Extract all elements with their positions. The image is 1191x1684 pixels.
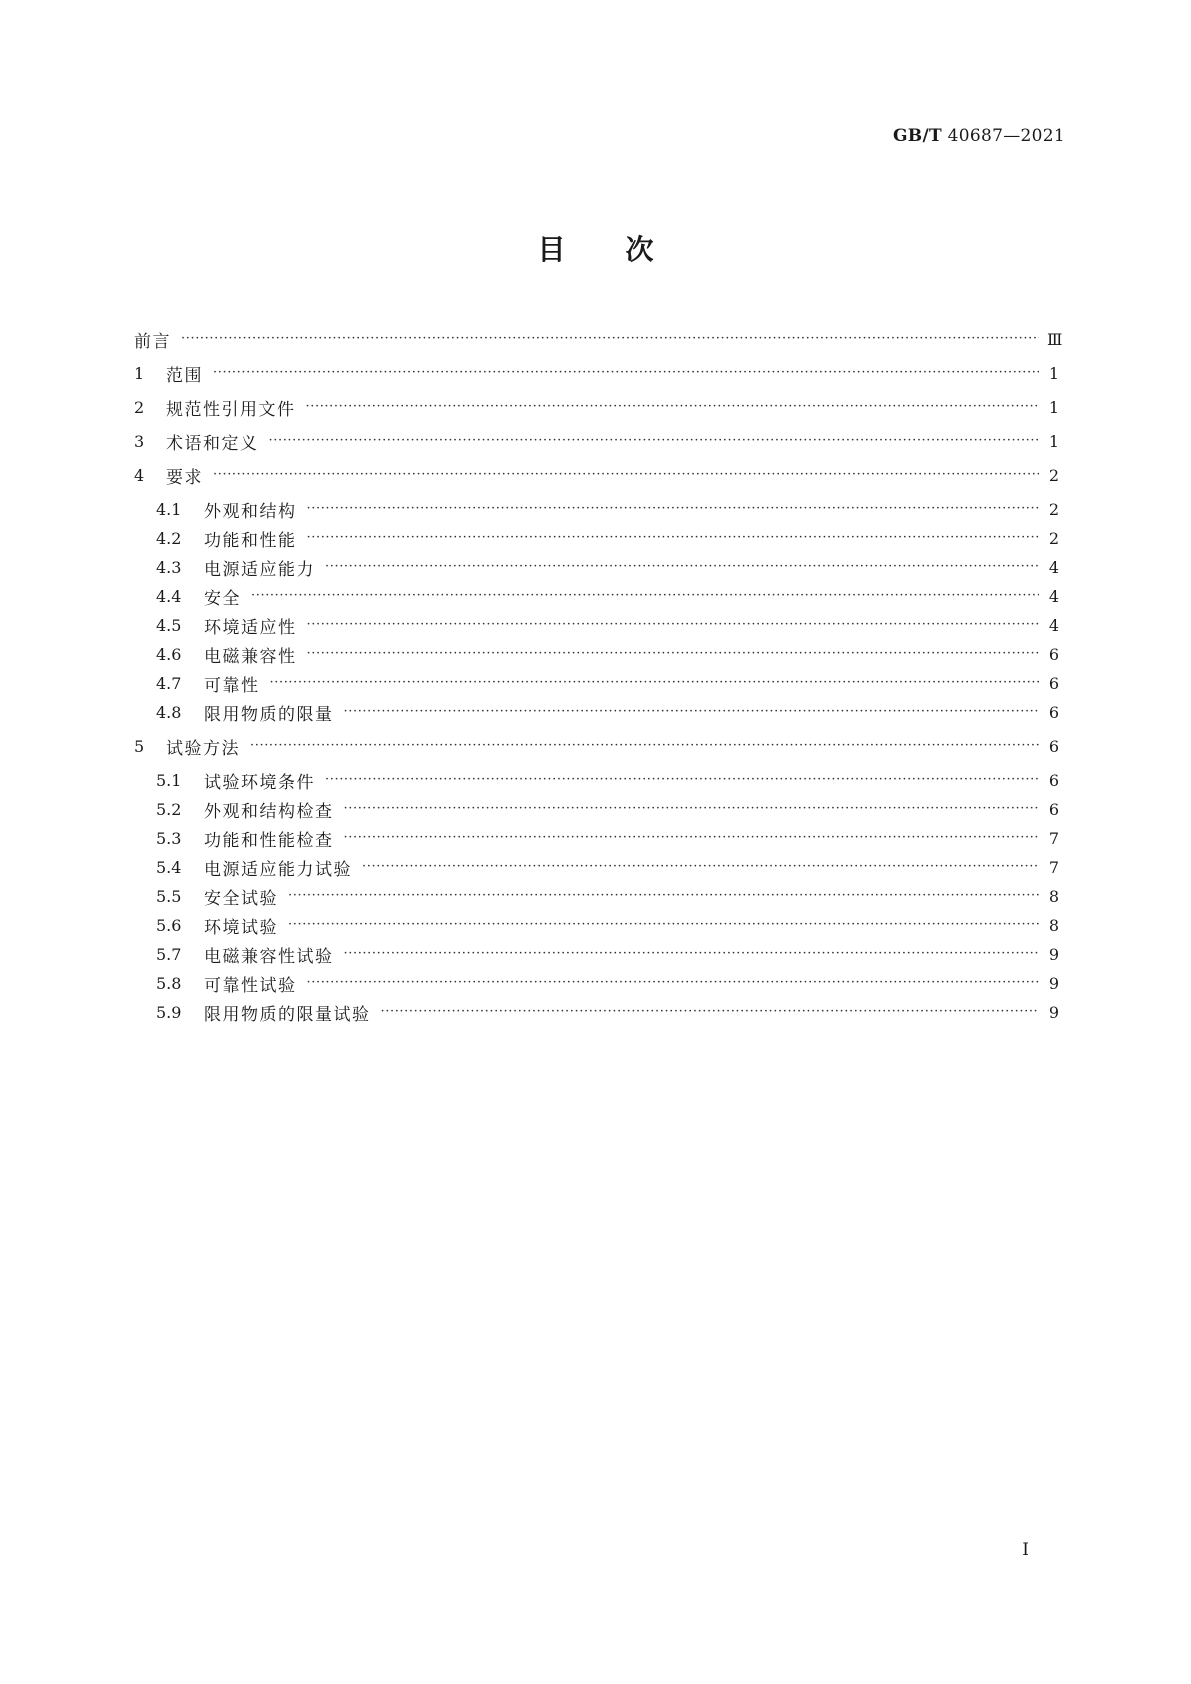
toc-entry-3[interactable]: [134, 428, 1059, 454]
toc-entry-page: 1: [1048, 397, 1059, 417]
toc-entry-4-2[interactable]: [156, 525, 1059, 551]
toc-entry-number: 5: [134, 736, 145, 756]
toc-entry-number: 5.7: [156, 944, 182, 964]
toc-entry-label: 环境适应性: [204, 617, 297, 638]
toc-entry-label: 功能和性能: [204, 530, 297, 551]
toc-entry-page: 6: [1048, 673, 1059, 693]
toc-entry-4[interactable]: [134, 462, 1059, 488]
toc-leader-dots: [307, 496, 1040, 522]
toc-leader-dots: [306, 394, 1040, 420]
toc-entry-page: 6: [1048, 799, 1059, 819]
toc-entry-label: 安全试验: [204, 888, 278, 909]
toc-entry-number: 4.8: [156, 702, 182, 722]
toc-entry-page: 9: [1048, 944, 1059, 964]
toc-leader-dots: [288, 883, 1039, 909]
toc-entry-label: 安全: [204, 588, 241, 609]
toc-entry-5-4[interactable]: [156, 854, 1059, 880]
toc-leader-dots: [269, 428, 1040, 454]
toc-entry-label: 要求: [166, 467, 203, 488]
toc-leader-dots: [307, 970, 1040, 996]
toc-leader-dots: [181, 326, 1039, 352]
toc-entry-label: 限用物质的限量试验: [204, 1004, 371, 1025]
toc-entry-5-3[interactable]: [156, 825, 1059, 851]
toc-entry-page: 9: [1048, 973, 1059, 993]
toc-entry-5-2[interactable]: [156, 796, 1059, 822]
toc-entry-page: 9: [1048, 1002, 1059, 1022]
toc-entry-4-7[interactable]: [156, 670, 1059, 696]
toc-leader-dots: [381, 999, 1040, 1025]
toc-entry-number: 4.5: [156, 615, 182, 635]
toc-entry-number: 2: [134, 397, 145, 417]
toc-entry-page: 4: [1048, 586, 1059, 606]
toc-entry-page: 4: [1048, 557, 1059, 577]
toc-entry-label: 规范性引用文件: [166, 399, 296, 420]
toc-entry-number: 4: [134, 465, 145, 485]
toc-entry-label: 电磁兼容性试验: [204, 946, 334, 967]
toc-leader-dots: [288, 912, 1039, 938]
toc-entry-5-9[interactable]: [156, 999, 1059, 1025]
toc-entry-5-1[interactable]: [156, 767, 1059, 793]
toc-entry-5-6[interactable]: [156, 912, 1059, 938]
page-number: I: [1022, 1540, 1029, 1560]
toc-leader-dots: [344, 825, 1040, 851]
toc-entry-page: 4: [1048, 615, 1059, 635]
toc-entry-number: 5.6: [156, 915, 182, 935]
toc-leader-dots: [344, 699, 1040, 725]
toc-entry-label: 前言: [134, 331, 171, 352]
toc-entry-page: 7: [1048, 857, 1059, 877]
toc-entry-4-8[interactable]: [156, 699, 1059, 725]
toc-leader-dots: [270, 670, 1040, 696]
toc-leader-dots: [325, 767, 1039, 793]
toc-entry-label: 外观和结构检查: [204, 801, 334, 822]
toc-entry-page: 2: [1048, 499, 1059, 519]
toc-leader-dots: [344, 796, 1040, 822]
toc-entry-number: 4.2: [156, 528, 182, 548]
toc-entry-4-4[interactable]: [156, 583, 1059, 609]
toc-leader-dots: [307, 612, 1040, 638]
toc-entry-number: 3: [134, 431, 145, 451]
toc-entry-page: 6: [1048, 702, 1059, 722]
toc-entry-4-5[interactable]: [156, 612, 1059, 638]
toc-entry-page: 8: [1048, 886, 1059, 906]
toc-entry-number: 4.7: [156, 673, 182, 693]
toc-leader-dots: [362, 854, 1039, 880]
toc-leader-dots: [307, 525, 1040, 551]
toc-entry-label: 术语和定义: [166, 433, 259, 454]
toc-entry-label: 外观和结构: [204, 501, 297, 522]
toc-entry-number: 5.4: [156, 857, 182, 877]
toc-entry-foreword[interactable]: [134, 326, 1063, 352]
toc-entry-number: 5.8: [156, 973, 182, 993]
toc-entry-number: 5.5: [156, 886, 182, 906]
toc-entry-number: 5.9: [156, 1002, 182, 1022]
toc-entry-page: 7: [1048, 828, 1059, 848]
toc-entry-2[interactable]: [134, 394, 1059, 420]
toc-entry-page: 8: [1048, 915, 1059, 935]
toc-entry-number: 4.3: [156, 557, 182, 577]
toc-leader-dots: [307, 641, 1040, 667]
toc-entry-1[interactable]: [134, 360, 1059, 386]
toc-entry-number: 1: [134, 363, 145, 383]
toc-entry-page: Ⅲ: [1047, 329, 1063, 349]
toc-leader-dots: [250, 733, 1039, 759]
toc-entry-number: 4.1: [156, 499, 182, 519]
toc-entry-label: 电源适应能力: [204, 559, 315, 580]
toc-entry-4-3[interactable]: [156, 554, 1059, 580]
toc-entry-4-1[interactable]: [156, 496, 1059, 522]
toc-entry-4-6[interactable]: [156, 641, 1059, 667]
toc-entry-page: 2: [1048, 465, 1059, 485]
toc-entry-label: 可靠性试验: [204, 975, 297, 996]
toc-entry-page: 1: [1048, 363, 1059, 383]
toc-entry-label: 限用物质的限量: [204, 704, 334, 725]
standard-code: [893, 126, 1065, 146]
toc-leader-dots: [251, 583, 1039, 609]
toc-entry-page: 6: [1048, 770, 1059, 790]
toc-entry-number: 4.6: [156, 644, 182, 664]
toc-entry-5-5[interactable]: [156, 883, 1059, 909]
toc-entry-5-8[interactable]: [156, 970, 1059, 996]
toc-entry-label: 范围: [166, 365, 203, 386]
toc-entry-label: 试验方法: [166, 738, 240, 759]
toc-entry-label: 电磁兼容性: [204, 646, 297, 667]
toc-entry-number: 5.2: [156, 799, 182, 819]
toc-leader-dots: [213, 462, 1039, 488]
toc-entry-number: 5.1: [156, 770, 182, 790]
toc-leader-dots: [325, 554, 1039, 580]
toc-entry-number: 5.3: [156, 828, 182, 848]
toc-entry-5-7[interactable]: [156, 941, 1059, 967]
toc-entry-label: 试验环境条件: [204, 772, 315, 793]
toc-entry-page: 6: [1048, 736, 1059, 756]
standard-code-number: 40687—2021: [947, 126, 1065, 146]
toc-entry-page: 6: [1048, 644, 1059, 664]
toc-leader-dots: [344, 941, 1040, 967]
toc-entry-label: 环境试验: [204, 917, 278, 938]
standard-code-prefix: GB/T: [892, 126, 942, 146]
toc-entry-page: 2: [1048, 528, 1059, 548]
toc-leader-dots: [213, 360, 1039, 386]
toc-entry-5[interactable]: [134, 733, 1059, 759]
page-title: 目次: [537, 233, 714, 266]
toc-entry-label: 功能和性能检查: [204, 830, 334, 851]
toc-entry-label: 电源适应能力试验: [204, 859, 352, 880]
toc-entry-label: 可靠性: [204, 675, 260, 696]
toc-entry-page: 1: [1048, 431, 1059, 451]
toc-entry-number: 4.4: [156, 586, 182, 606]
